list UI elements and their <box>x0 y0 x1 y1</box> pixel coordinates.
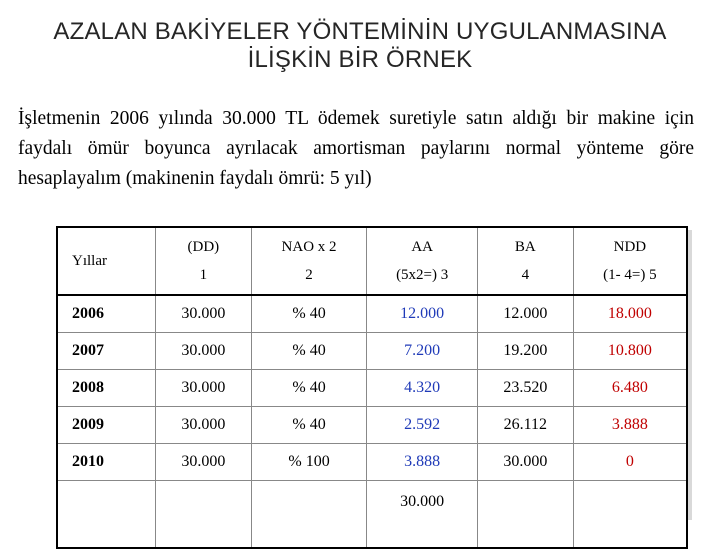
cell-ba: 19.200 <box>477 333 573 370</box>
cell-year: 2006 <box>57 295 155 333</box>
table-row <box>57 333 687 370</box>
header-dd-label: (DD) <box>187 239 220 255</box>
header-ba-label: BA <box>514 239 536 255</box>
cell-dd: 30.000 <box>155 407 251 444</box>
cell-ndd: 6.480 <box>573 370 687 407</box>
header-ba <box>477 227 573 295</box>
table-header-row <box>57 227 687 295</box>
cell-nao: % 40 <box>251 370 367 407</box>
cell-total-aa: 30.000 <box>367 481 478 549</box>
header-ba-number: 4 <box>521 267 530 283</box>
cell-total-empty <box>155 481 251 549</box>
header-ndd-number: (1- 4=) 5 <box>603 267 657 283</box>
header-nao <box>251 227 367 295</box>
cell-year: 2008 <box>57 370 155 407</box>
cell-ndd: 18.000 <box>573 295 687 333</box>
header-aa-label: AA <box>411 239 433 255</box>
cell-dd: 30.000 <box>155 444 251 481</box>
cell-year: 2009 <box>57 407 155 444</box>
cell-ba: 26.112 <box>477 407 573 444</box>
cell-ndd: 10.800 <box>573 333 687 370</box>
cell-total-empty <box>57 481 155 549</box>
cell-total-empty <box>477 481 573 549</box>
intro-paragraph: İşletmenin 2006 yılında 30.000 TL ödemek suretiyle satın aldığı bir makine için faydalı ömür boyunca ayrılacak amortisman paylarını normal yönteme göre hesaplayalım (makinenin faydalı ömrü: 5 yıl) <box>18 108 694 189</box>
cell-dd: 30.000 <box>155 333 251 370</box>
slide-title-line-1: AZALAN BAKİYELER YÖNTEMİNİN UYGULANMASINA <box>53 18 667 45</box>
cell-ba: 30.000 <box>477 444 573 481</box>
header-aa <box>367 227 478 295</box>
header-ndd-label: NDD <box>613 239 647 255</box>
cell-nao: % 100 <box>251 444 367 481</box>
cell-aa: 2.592 <box>367 407 478 444</box>
cell-ba: 12.000 <box>477 295 573 333</box>
cell-aa: 7.200 <box>367 333 478 370</box>
header-nao-number: 2 <box>305 267 313 283</box>
cell-aa: 3.888 <box>367 444 478 481</box>
table-row <box>57 295 687 333</box>
cell-ba: 23.520 <box>477 370 573 407</box>
table-total-row <box>57 481 687 549</box>
cell-nao: % 40 <box>251 333 367 370</box>
cell-total-empty <box>251 481 367 549</box>
depreciation-table <box>56 226 688 549</box>
cell-ndd: 3.888 <box>573 407 687 444</box>
slide-title <box>0 18 720 74</box>
header-dd <box>155 227 251 295</box>
header-dd-number: 1 <box>199 267 208 283</box>
cell-aa: 12.000 <box>367 295 478 333</box>
table-row <box>57 370 687 407</box>
header-years-label: Yıllar <box>72 253 107 269</box>
slide-title-line-2: İLİŞKİN BİR ÖRNEK <box>247 46 473 73</box>
cell-nao: % 40 <box>251 295 367 333</box>
cell-nao: % 40 <box>251 407 367 444</box>
cell-year: 2007 <box>57 333 155 370</box>
cell-aa: 4.320 <box>367 370 478 407</box>
header-years <box>57 227 155 295</box>
table-row <box>57 407 687 444</box>
header-aa-number: (5x2=) 3 <box>396 267 449 283</box>
cell-ndd: 0 <box>573 444 687 481</box>
header-ndd <box>573 227 687 295</box>
table-row <box>57 444 687 481</box>
cell-total-empty <box>573 481 687 549</box>
cell-year: 2010 <box>57 444 155 481</box>
cell-dd: 30.000 <box>155 370 251 407</box>
header-nao-label: NAO x 2 <box>281 239 337 255</box>
cell-dd: 30.000 <box>155 295 251 333</box>
